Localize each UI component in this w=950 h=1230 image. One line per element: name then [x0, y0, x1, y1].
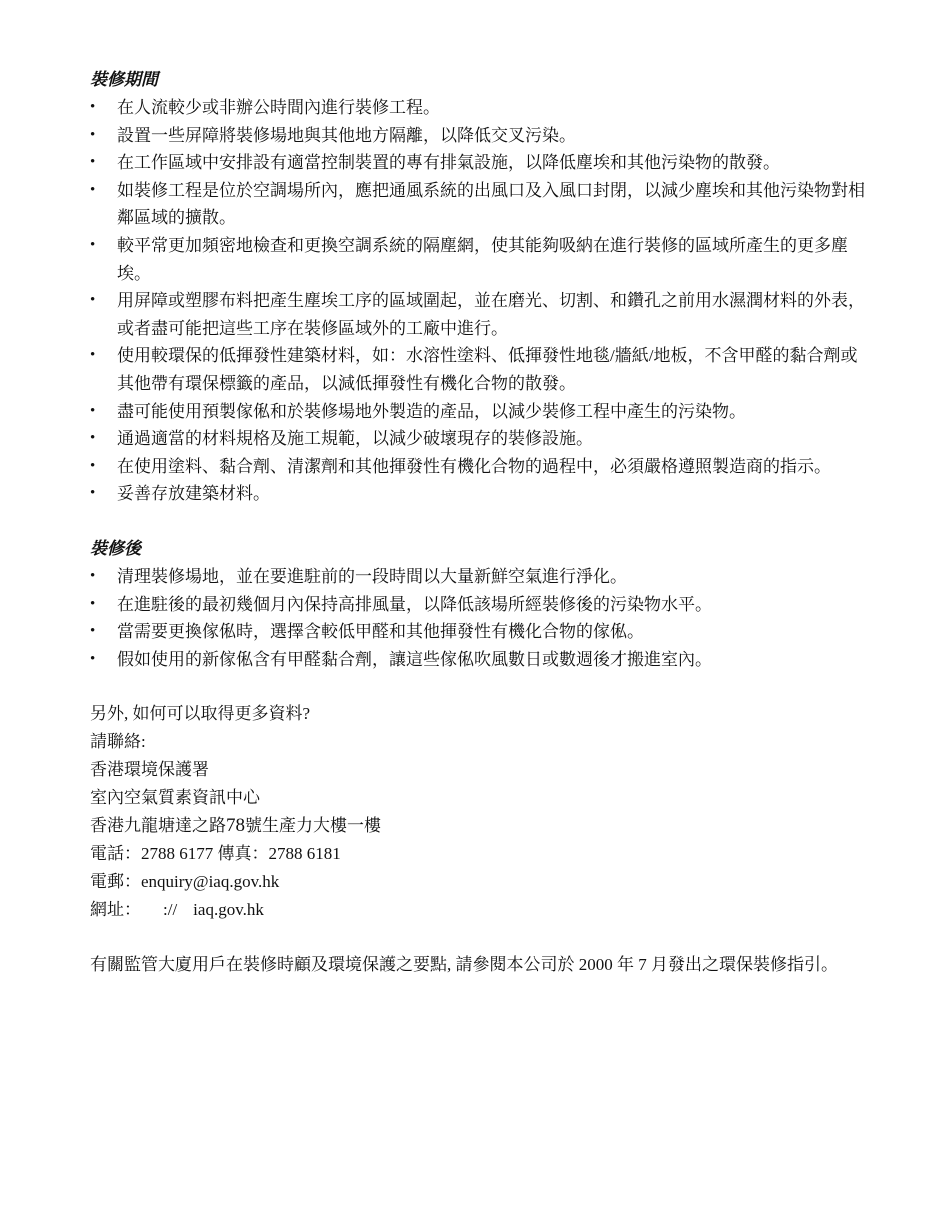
bullet-icon: • [90, 126, 96, 143]
bullet-icon: • [90, 430, 96, 447]
contact-phone-fax: 電話：2788 6177 傳真：2788 6181 [90, 844, 341, 864]
list-item: • 妥善存放建築材料。 [90, 480, 865, 508]
list-item: • 在人流較少或非辦公時間內進行裝修工程。 [90, 94, 865, 122]
document-page [90, 66, 865, 979]
contact-question: 另外, 如何可以取得更多資料? [90, 704, 311, 724]
list-item: • 如裝修工程是位於空調場所內，應把通風系統的出風口及入風口封閉，以減少塵埃和其他污染物對相鄰區域的擴散。 [90, 177, 865, 232]
bullet-icon: • [90, 99, 96, 115]
bullet-icon: • [90, 181, 96, 198]
list-item: • 較平常更加頻密地檢查和更換空調系統的隔塵網，使其能夠吸納在進行裝修的區域所產生的更多塵埃。 [90, 232, 865, 287]
fax-number: 2788 6181 [268, 844, 341, 864]
list-item: • 當需要更換傢俬時，選擇含較低甲醛和其他揮發性有機化合物的傢俬。 [90, 618, 865, 646]
bullet-icon: • [90, 347, 96, 364]
bullet-icon: • [90, 292, 96, 309]
list-item: • 在進駐後的最初幾個月內保持高排風量，以降低該場所經裝修後的污染物水平。 [90, 591, 865, 619]
section-heading-after: 裝修後 [90, 538, 141, 558]
bullet-icon: • [90, 595, 96, 612]
email-link[interactable]: enquiry@iaq.gov.hk [141, 872, 280, 892]
website-link[interactable]: iaq.gov.hk [193, 900, 264, 920]
contact-block [90, 700, 865, 924]
contact-email: 電郵：enquiry@iaq.gov.hk [90, 872, 280, 892]
bullet-icon: • [90, 485, 96, 502]
bullet-icon: • [90, 650, 96, 667]
bullet-icon: • [90, 402, 96, 419]
contact-website: 網址： :// iaq.gov.hk [90, 900, 264, 920]
list-item: • 清理裝修場地，並在要進駐前的一段時間以大量新鮮空氣進行淨化。 [90, 563, 865, 591]
list-item: • 設置一些屏障將裝修場地與其他地方隔離，以降低交叉污染。 [90, 122, 865, 150]
section-heading-during: 裝修期間 [90, 70, 158, 89]
bullet-icon: • [90, 236, 96, 253]
list-item: • 用屏障或塑膠布料把產生塵埃工序的區域圍起，並在磨光、切割、和鑽孔之前用水濕潤材料的外表，或者盡可能把這些工序在裝修區域外的工廠中進行。 [90, 287, 865, 342]
contact-centre: 室內空氣質素資訊中心 [90, 788, 260, 808]
spacer [90, 508, 865, 535]
list-item: • 盡可能使用預製傢俬和於裝修場地外製造的產品，以減少裝修工程中產生的污染物。 [90, 398, 865, 426]
bullet-icon: • [90, 154, 96, 171]
bullet-icon: • [90, 623, 96, 640]
list-item: • 在使用塗料、黏合劑、清潔劑和其他揮發性有機化合物的過程中，必須嚴格遵照製造商的指示。 [90, 453, 865, 481]
after-list [90, 563, 865, 673]
spacer [90, 673, 865, 700]
spacer [90, 924, 865, 951]
contact-organization: 香港環境保護署 [90, 760, 209, 780]
list-item: • 使用較環保的低揮發性建築材料，如：水溶性塗料、低揮發性地毯/牆紙/地板，不含甲醛的黏合劑或其他帶有環保標籤的產品，以減低揮發性有機化合物的散發。 [90, 342, 865, 397]
during-list [90, 94, 865, 508]
contact-prompt: 請聯絡: [90, 732, 146, 752]
bullet-icon: • [90, 567, 96, 584]
closing-note: 有關監管大廈用戶在裝修時顧及環境保護之要點, 請參閱本公司於 2000 年 7 月發出之環保裝修指引。 [90, 955, 838, 975]
list-item: • 通過適當的材料規格及施工規範，以減少破壞現存的裝修設施。 [90, 425, 865, 453]
list-item: • 假如使用的新傢俬含有甲醛黏合劑，讓這些傢俬吹風數日或數週後才搬進室內。 [90, 646, 865, 674]
bullet-icon: • [90, 457, 96, 474]
list-item: • 在工作區域中安排設有適當控制裝置的專有排氣設施，以降低塵埃和其他污染物的散發。 [90, 149, 865, 177]
contact-address: 香港九龍塘達之路78號生產力大樓一樓 [90, 815, 381, 837]
phone-number: 2788 6177 [141, 844, 214, 864]
